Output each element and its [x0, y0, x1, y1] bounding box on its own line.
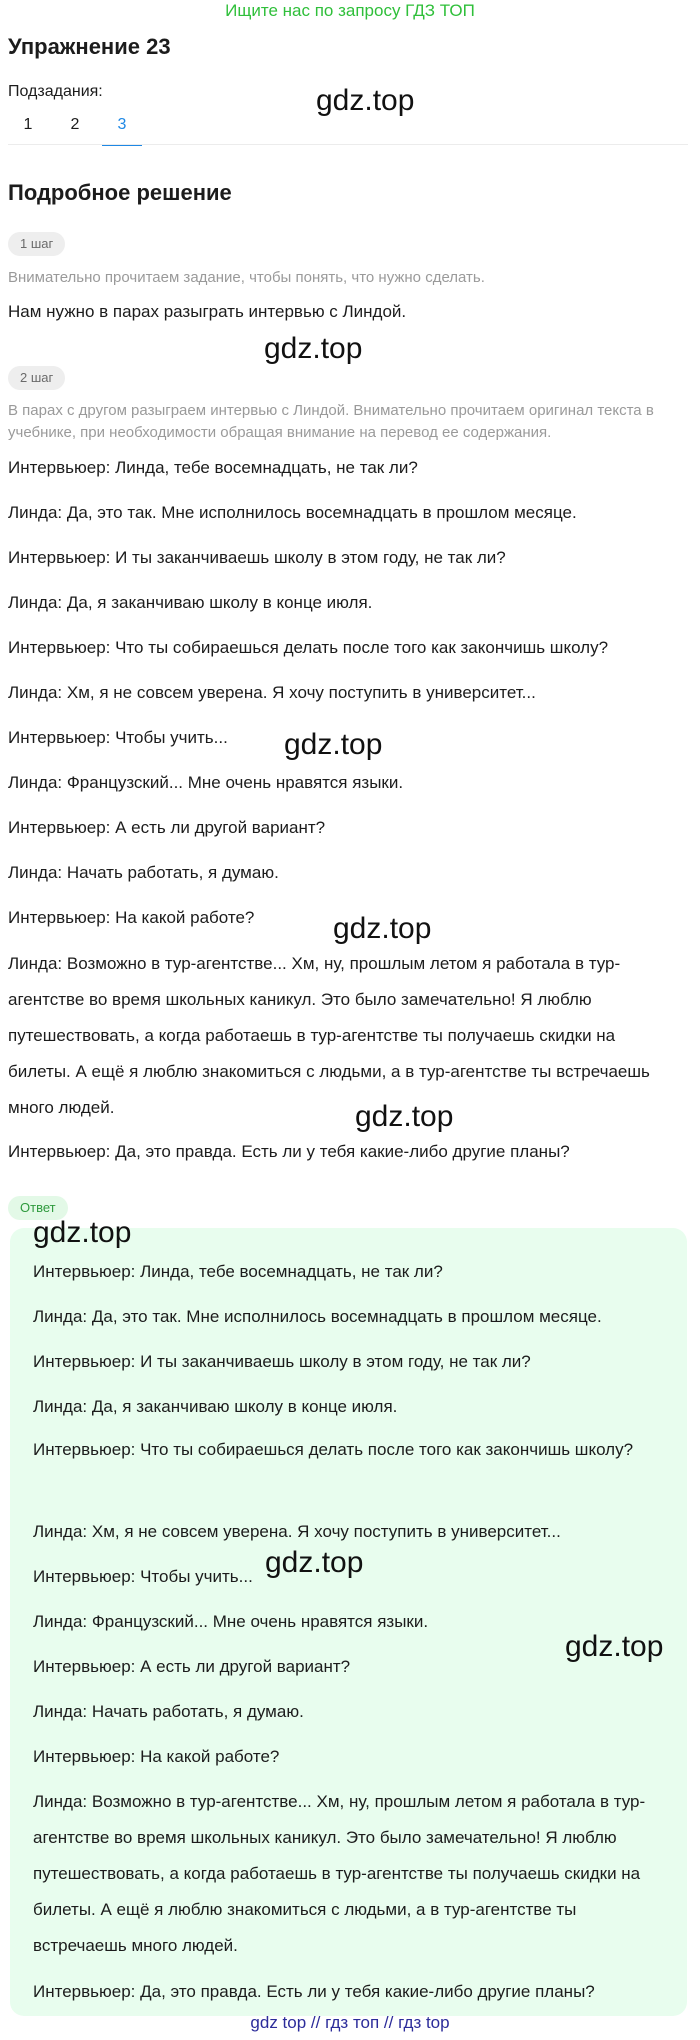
- dialogue-line: Интервьюер: Линда, тебе восемнадцать, не так ли?: [8, 458, 418, 477]
- dialogue-paragraph: Линда: Возможно в тур-агентстве... Хм, ну, прошлым летом я работала в тур-агентстве во время школьных каникул. Это было замечательно! Я люблю путешествовать, а когда работаешь в тур-агентстве ты получаешь скидки на билеты. А ещё я люблю знакомиться с людьми, а в тур-агентстве ты встречаешь много людей.: [8, 954, 650, 1117]
- answer-line: Интервьюер: И ты заканчиваешь школу в этом году, не так ли?: [33, 1352, 531, 1371]
- dialogue-line: Линда: Да, я заканчиваю школу в конце июля.: [8, 593, 373, 612]
- answer-line: Линда: Французский... Мне очень нравятся языки.: [33, 1612, 429, 1631]
- dialogue-line: Линда: Хм, я не совсем уверена. Я хочу поступить в университет...: [8, 683, 536, 702]
- divider: [8, 144, 688, 145]
- watermark: gdz.top: [333, 912, 432, 945]
- dialogue-line: Линда: Французский... Мне очень нравятся языки.: [8, 773, 404, 792]
- answer-line: Линда: Да, это так. Мне исполнилось восемнадцать в прошлом месяце.: [33, 1307, 602, 1326]
- answer-line: Интервьюер: Линда, тебе восемнадцать, не так ли?: [33, 1262, 443, 1281]
- watermark: gdz.top: [264, 332, 363, 365]
- footer-links[interactable]: gdz top // гдз топ // гдз top: [250, 2013, 450, 2032]
- answer-line: Интервьюер: А есть ли другой вариант?: [33, 1657, 351, 1676]
- answer-badge: Ответ: [8, 1196, 68, 1220]
- subtasks-label: Подзадания:: [8, 83, 103, 100]
- dialogue-line: Линда: Начать работать, я думаю.: [8, 863, 279, 882]
- step-1-text: Нам нужно в парах разыграть интервью с Линдой.: [8, 302, 407, 321]
- dialogue-line: Интервьюер: Чтобы учить...: [8, 728, 228, 747]
- dialogue-line: Интервьюер: Что ты собираешься делать после того как закончишь школу?: [8, 638, 609, 657]
- watermark: gdz.top: [355, 1100, 454, 1133]
- answer-paragraph: Линда: Возможно в тур-агентстве... Хм, ну, прошлым летом я работала в тур-агентстве во время школьных каникул. Это было замечательно! Я люблю путешествовать, а когда работаешь в тур-агентстве ты получаешь скидки на билеты. А ещё я люблю знакомиться с людьми, а в тур-агентстве ты встречаешь много людей.: [33, 1792, 646, 1955]
- watermark: gdz.top: [265, 1546, 364, 1579]
- subtask-tab-2[interactable]: 2: [70, 116, 80, 133]
- step-1-hint: Внимательно прочитаем задание, чтобы понять, что нужно сделать.: [8, 269, 485, 286]
- step-2-badge: 2 шаг: [8, 366, 65, 390]
- dialogue-line: Линда: Да, это так. Мне исполнилось восемнадцать в прошлом месяце.: [8, 503, 577, 522]
- step-1-badge: 1 шаг: [8, 232, 65, 256]
- step-2-hint: В парах с другом разыграем интервью с Линдой. Внимательно прочитаем оригинал текста в учебнике, при необходимости обращая внимание на перевод ее содержания.: [8, 402, 654, 441]
- answer-line: Интервьюер: Да, это правда. Есть ли у тебя какие-либо другие планы?: [33, 1982, 595, 2001]
- solution-title: Подробное решение: [8, 180, 232, 205]
- dialogue-line: Интервьюер: На какой работе?: [8, 908, 255, 927]
- answer-line: Интервьюер: Чтобы учить...: [33, 1567, 253, 1586]
- subtask-tab-3[interactable]: 3: [102, 112, 142, 146]
- watermark: gdz.top: [33, 1216, 132, 1249]
- answer-line: Интервьюер: На какой работе?: [33, 1747, 280, 1766]
- page-title: Упражнение 23: [8, 34, 171, 59]
- dialogue-line: Интервьюер: И ты заканчиваешь школу в этом году, не так ли?: [8, 548, 506, 567]
- subtask-tab-1[interactable]: 1: [23, 116, 33, 133]
- answer-line: Линда: Да, я заканчиваю школу в конце июля.: [33, 1397, 398, 1416]
- watermark: gdz.top: [284, 728, 383, 761]
- watermark: gdz.top: [316, 84, 415, 117]
- dialogue-line: Интервьюер: А есть ли другой вариант?: [8, 818, 326, 837]
- answer-line: Линда: Начать работать, я думаю.: [33, 1702, 304, 1721]
- answer-paragraph: Интервьюер: Что ты собираешься делать после того как закончишь школу?: [33, 1440, 634, 1459]
- dialogue-line: Интервьюер: Да, это правда. Есть ли у тебя какие-либо другие планы?: [8, 1142, 570, 1161]
- answer-line: Линда: Хм, я не совсем уверена. Я хочу поступить в университет...: [33, 1522, 561, 1541]
- watermark: gdz.top: [565, 1630, 664, 1663]
- search-banner: Ищите нас по запросу ГДЗ ТОП: [225, 1, 475, 20]
